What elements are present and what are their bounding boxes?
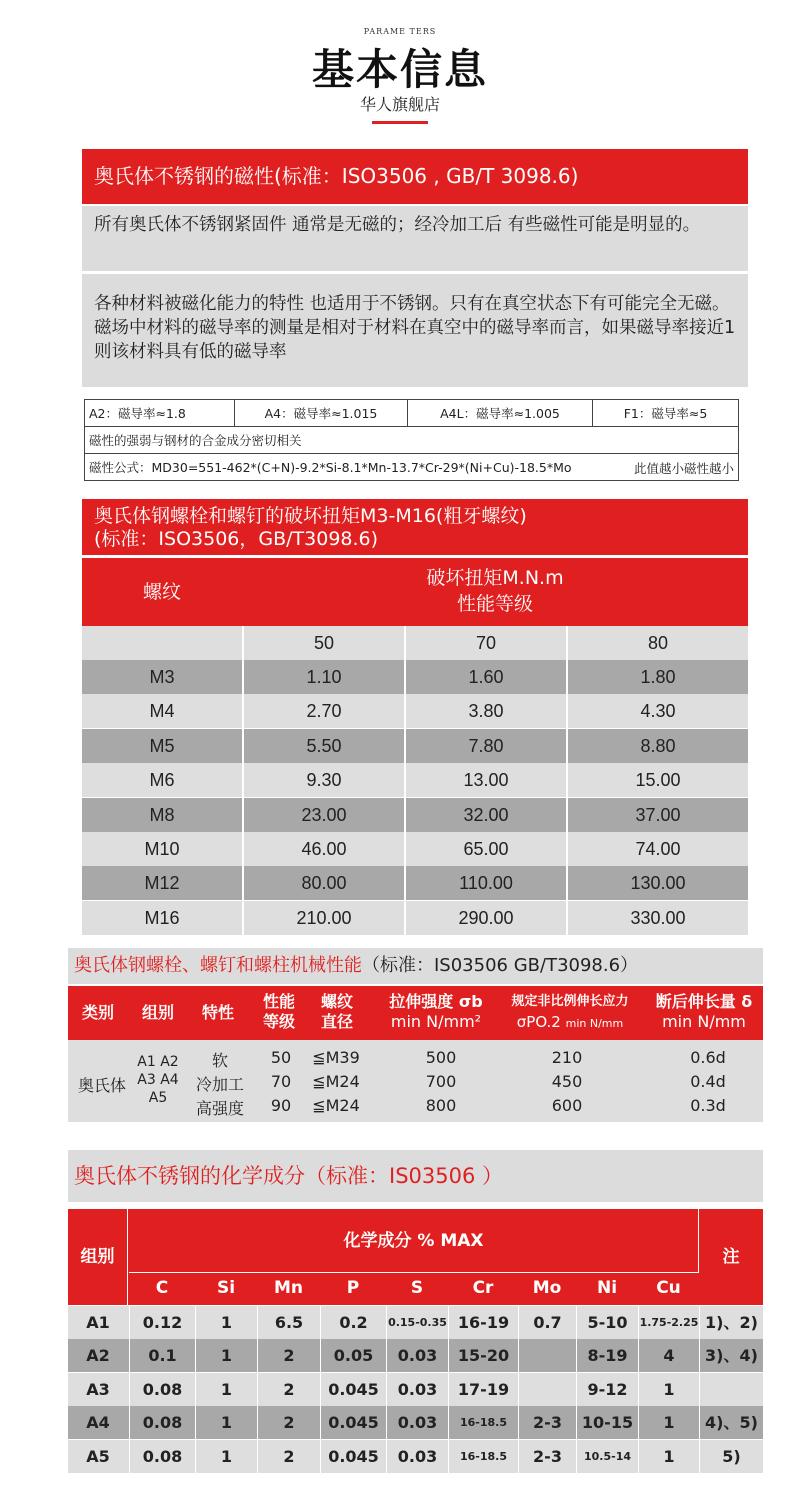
chem-value-p: 0.045	[320, 1406, 386, 1439]
chem-value-cu: 1.75-2.25	[638, 1306, 699, 1339]
chem-note	[699, 1373, 763, 1406]
permeability-formula-row	[85, 454, 739, 481]
torque-value-70: 13.00	[404, 763, 566, 797]
chem-value-s: 0.15-0.35	[386, 1306, 448, 1339]
mech-yield: 450	[551, 1072, 583, 1091]
torque-thread: M8	[149, 804, 175, 825]
chem-value-si: 1	[195, 1339, 257, 1372]
torque-value-50: 210.00	[242, 901, 404, 935]
torque-thread: M4	[149, 701, 175, 722]
page-title: 基本信息	[311, 45, 488, 94]
chem-value-cr: 17-19	[448, 1373, 518, 1406]
chem-value-p: 0.045	[320, 1373, 386, 1406]
permeability-formula: 磁性公式：MD30=551-462*(C+N)-9.2*Si-8.1*Mn-13.7*Cr-29*(Ni+Cu)-18.5*Mo	[89, 460, 572, 475]
torque-thread: M3	[149, 667, 175, 687]
permeability-a4l: A4L：磁导率≈1.005	[408, 400, 593, 427]
torque-col-grade: 性能等级	[456, 593, 533, 615]
chem-col-composition: 化学成分 % MAX	[129, 1209, 699, 1273]
magnetism-para-2	[82, 274, 748, 387]
torque-row	[82, 660, 748, 694]
magnetism-title: 奥氏体不锈钢的磁性(标准：ISO3506 , GB/T 3098.6)	[94, 164, 579, 188]
chem-value-mn: 2	[257, 1406, 320, 1439]
magnetism-para-2-text: 各种材料被磁化能力的特性 也适用于不锈钢。只有在真空状态下有可能完全无磁。磁场中材料的磁导率的测量是相对于材料在真空中的磁导率而言，如果磁导率接近1 则该材料具有低的磁导率	[94, 294, 736, 362]
chem-row	[68, 1306, 763, 1339]
chem-value-cu: 1	[638, 1406, 699, 1439]
chem-element-cu: Cu	[656, 1278, 681, 1298]
mechanical-title-bar	[68, 948, 763, 984]
torque-value-70: 32.00	[404, 798, 566, 832]
mech-col-property: 特性	[201, 1003, 234, 1022]
grade-70: 70	[404, 626, 566, 660]
torque-value-80: 37.00	[566, 798, 748, 832]
chem-group: A5	[86, 1446, 110, 1466]
mech-col-tensile-1: 拉伸强度 σb	[389, 992, 483, 1011]
torque-row	[82, 866, 748, 900]
torque-value-80: 15.00	[566, 763, 748, 797]
torque-value-50: 1.10	[242, 660, 404, 694]
mech-yield: 600	[551, 1096, 583, 1115]
chem-element-mn: Mn	[273, 1278, 304, 1298]
header-divider	[372, 121, 428, 124]
chem-value-mo	[518, 1373, 576, 1406]
chem-row	[68, 1373, 763, 1406]
chem-group: A2	[86, 1346, 110, 1366]
chem-value-si: 1	[195, 1306, 257, 1339]
chem-value-c: 0.1	[129, 1339, 195, 1372]
torque-col-torque: 破坏扭矩M.N.m	[426, 567, 564, 589]
torque-col-thread: 螺纹	[142, 581, 181, 603]
torque-value-80: 330.00	[566, 901, 748, 935]
mech-thread: ≦M39	[312, 1048, 360, 1067]
chem-note: 5)	[699, 1440, 763, 1473]
mech-col-elong-2: min N/mm	[662, 1012, 746, 1031]
chem-group: A3	[86, 1379, 110, 1399]
mech-group-2: A3 A4	[137, 1072, 179, 1088]
chem-value-si: 1	[195, 1373, 257, 1406]
chem-value-mn: 2	[257, 1339, 320, 1372]
mech-elong: 0.6d	[690, 1048, 726, 1067]
torque-row	[82, 694, 748, 728]
torque-thread: M5	[149, 735, 175, 756]
chem-element-cr: Cr	[472, 1278, 494, 1298]
chem-row	[68, 1339, 763, 1372]
chem-value-ni: 10-15	[576, 1406, 638, 1439]
chem-value-ni: 9-12	[576, 1373, 638, 1406]
mech-col-elong-1: 断后伸长量 δ	[655, 992, 753, 1011]
chem-value-ni: 8-19	[576, 1339, 638, 1372]
chem-value-cr: 16-18.5	[448, 1406, 518, 1439]
mech-col-thread-2: 直径	[320, 1012, 353, 1031]
torque-header	[82, 558, 748, 626]
torque-row	[82, 832, 748, 866]
chem-value-ni: 5-10	[576, 1306, 638, 1339]
torque-value-80: 130.00	[566, 866, 748, 900]
chem-value-c: 0.08	[129, 1373, 195, 1406]
mech-category: 奥氏体	[77, 1076, 126, 1095]
chem-group: A4	[86, 1413, 110, 1433]
chem-value-mo	[518, 1339, 576, 1372]
grade-80: 80	[566, 626, 748, 660]
chem-value-mo: 2-3	[518, 1406, 576, 1439]
torque-row	[82, 901, 748, 935]
torque-thread: M10	[144, 839, 180, 859]
chemical-title: 奥氏体不锈钢的化学成分（标准：IS03506 ）	[74, 1164, 504, 1188]
mech-property: 高强度	[195, 1099, 244, 1118]
mech-col-yield-2: σPO.2	[516, 1013, 561, 1031]
chem-element-c: C	[155, 1278, 169, 1298]
grade-50: 50	[242, 626, 404, 660]
permeability-a4: A4：磁导率≈1.015	[235, 400, 408, 427]
chem-value-p: 0.045	[320, 1440, 386, 1473]
mech-tensile: 700	[425, 1072, 457, 1091]
torque-thread: M6	[149, 770, 175, 791]
chem-value-si: 1	[195, 1440, 257, 1473]
torque-thread: M16	[144, 907, 180, 928]
torque-value-50: 46.00	[242, 832, 404, 866]
torque-value-80: 74.00	[566, 832, 748, 866]
torque-value-70: 110.00	[404, 866, 566, 900]
mech-thread: ≦M24	[312, 1096, 360, 1115]
chem-element-ni: Ni	[596, 1278, 618, 1298]
store-name: 华人旗舰店	[359, 95, 440, 114]
mech-group-3: A5	[148, 1090, 168, 1106]
mech-col-yield-1: 规定非比例伸长应力	[511, 994, 629, 1009]
chem-value-cu: 1	[638, 1440, 699, 1473]
chem-value-mn: 6.5	[257, 1306, 320, 1339]
mech-grade: 50	[270, 1048, 292, 1067]
chem-value-s: 0.03	[386, 1406, 448, 1439]
chem-value-p: 0.05	[320, 1339, 386, 1372]
chemical-header	[68, 1209, 763, 1305]
chem-value-c: 0.08	[129, 1406, 195, 1439]
mech-group-1: A1 A2	[137, 1054, 179, 1070]
chem-value-mo: 2-3	[518, 1440, 576, 1473]
mech-grade: 70	[270, 1072, 292, 1091]
torque-value-80: 1.80	[566, 660, 748, 694]
chem-value-cr: 15-20	[448, 1339, 518, 1372]
mech-col-grade-1: 性能	[262, 992, 295, 1011]
chem-row	[68, 1406, 763, 1439]
torque-value-70: 1.60	[404, 660, 566, 694]
mech-tensile: 500	[425, 1048, 457, 1067]
mech-tensile: 800	[425, 1096, 457, 1115]
mechanical-body	[68, 1040, 763, 1122]
chem-value-ni: 10.5-14	[576, 1440, 638, 1473]
torque-row	[82, 798, 748, 832]
mechanical-header	[68, 986, 763, 1040]
magnetism-para-1-text: 所有奥氏体不锈钢紧固件 通常是无磁的；经冷加工后 有些磁性可能是明显的。	[94, 215, 701, 235]
chem-value-si: 1	[195, 1406, 257, 1439]
torque-grade-row	[82, 626, 748, 660]
mech-elong: 0.3d	[690, 1096, 726, 1115]
torque-value-80: 8.80	[566, 729, 748, 763]
torque-row	[82, 729, 748, 763]
torque-title-line-1: 奥氏体钢螺栓和螺钉的破坏扭矩M3-M16(粗牙螺纹)	[94, 505, 527, 527]
mech-property: 软	[211, 1051, 228, 1070]
magnetism-para-1	[82, 206, 748, 271]
chem-value-s: 0.03	[386, 1440, 448, 1473]
chem-value-cr: 16-19	[448, 1306, 518, 1339]
chemical-title-bar	[68, 1150, 763, 1202]
chem-value-c: 0.08	[129, 1440, 195, 1473]
torque-value-70: 290.00	[404, 901, 566, 935]
torque-value-70: 3.80	[404, 694, 566, 728]
permeability-f1: F1：磁导率≈5	[593, 400, 739, 427]
header-small-label: PARAME TERS	[363, 27, 437, 36]
torque-row	[82, 763, 748, 797]
chem-note: 4)、5)	[699, 1406, 763, 1439]
torque-value-50: 23.00	[242, 798, 404, 832]
mech-col-tensile-2: min N/mm²	[390, 1012, 482, 1031]
chem-value-cr: 16-18.5	[448, 1440, 518, 1473]
torque-value-80: 4.30	[566, 694, 748, 728]
mech-elong: 0.4d	[690, 1072, 726, 1091]
torque-title-bar	[82, 499, 748, 555]
chem-row	[68, 1440, 763, 1473]
mech-col-group: 组别	[141, 1003, 174, 1022]
torque-title-line-2: (标准：ISO3506，GB/T3098.6)	[94, 528, 379, 550]
chem-value-mn: 2	[257, 1373, 320, 1406]
chem-value-mo: 0.7	[518, 1306, 576, 1339]
mech-col-yield-unit: min N/mm	[565, 1017, 624, 1030]
torque-value-50: 5.50	[242, 729, 404, 763]
chem-element-p: P	[346, 1278, 360, 1298]
mech-yield: 210	[551, 1048, 583, 1067]
torque-value-50: 9.30	[242, 763, 404, 797]
mechanical-standard: （标准：IS03506 GB/T3098.6）	[362, 955, 639, 976]
mech-property: 冷加工	[195, 1075, 244, 1094]
chem-group: A1	[86, 1313, 110, 1332]
mech-col-thread-1: 螺纹	[320, 992, 353, 1011]
torque-value-70: 65.00	[404, 832, 566, 866]
chem-element-si: Si	[216, 1278, 236, 1298]
torque-value-70: 7.80	[404, 729, 566, 763]
magnetism-title-bar	[82, 149, 748, 204]
chem-value-c: 0.12	[129, 1306, 195, 1339]
chem-note: 1)、2)	[699, 1306, 763, 1339]
torque-value-50: 80.00	[242, 866, 404, 900]
mech-grade: 90	[270, 1096, 292, 1115]
torque-thread: M12	[144, 873, 180, 894]
chem-col-group: 组别	[68, 1209, 128, 1305]
chem-value-s: 0.03	[386, 1373, 448, 1406]
mech-thread: ≦M24	[312, 1072, 360, 1091]
chem-element-mo: Mo	[532, 1278, 562, 1298]
chem-value-cu: 1	[638, 1373, 699, 1406]
permeability-note: 磁性的强弱与钢材的合金成分密切相关	[85, 427, 739, 454]
mechanical-title: 奥氏体钢螺栓、螺钉和螺柱机械性能	[74, 955, 362, 976]
permeability-a2: A2：磁导率≈1.8	[85, 400, 235, 427]
permeability-formula-note: 此值越小磁性越小	[633, 461, 734, 476]
chem-col-note: 注	[722, 1247, 740, 1267]
mech-col-category: 类别	[81, 1003, 114, 1022]
chem-value-p: 0.2	[320, 1306, 386, 1339]
chem-element-s: S	[410, 1278, 424, 1298]
mech-col-grade-2: 等级	[262, 1012, 295, 1031]
permeability-table	[84, 399, 739, 481]
chem-value-cu: 4	[638, 1339, 699, 1372]
chem-value-s: 0.03	[386, 1339, 448, 1372]
chem-note: 3)、4)	[699, 1339, 763, 1372]
chem-value-mn: 2	[257, 1440, 320, 1473]
torque-value-50: 2.70	[242, 694, 404, 728]
